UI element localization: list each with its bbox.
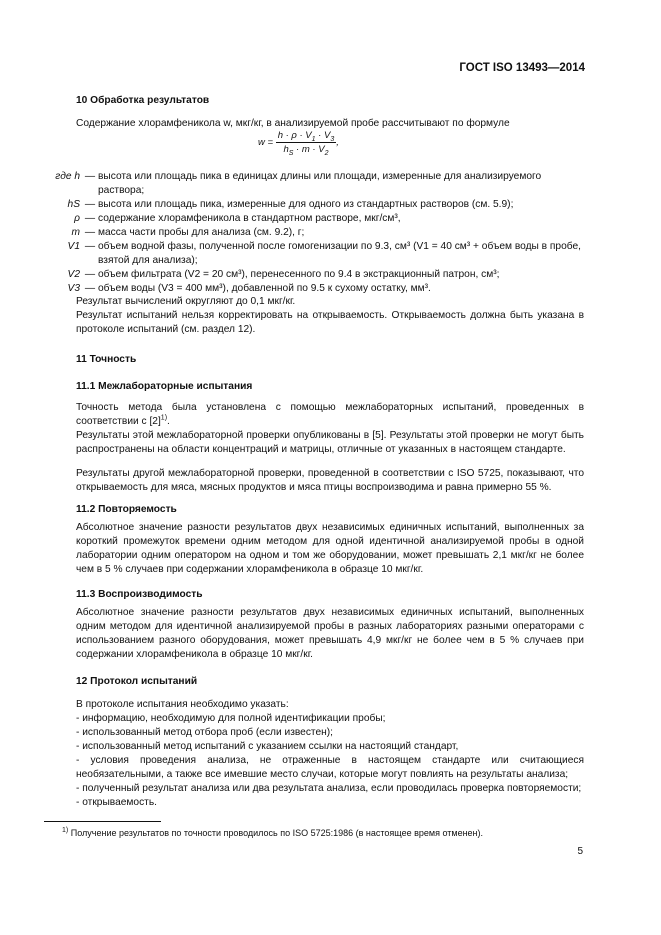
section-11-3-para: Абсолютное значение разности результатов двух независимых единичных испытаний, выполненных одним методом для идентичной анализируемой пробы в разных лабораториях разными операторами с использованием разного оборудования, может превышать 4,9 мкг/кг не более чем в 5 % случаев при содержании хлорамфеникола в образце 10 мкг/кг. — [76, 607, 584, 660]
footnote — [62, 828, 483, 838]
section-12-intro: В протоколе испытания необходимо указать: — [76, 699, 289, 710]
section-11-title: 11 Точность — [76, 354, 137, 365]
section-11-1-para-3: Результаты другой межлабораторной проверки, проведенной в соответствии с ISO 5725, показывают, что открываемость для мяса, мясных продуктов и мяса птицы воспроизводима и равна примерно 55 %. — [76, 468, 584, 493]
definition-text: объем воды (V3 = 400 мм³), добавленной по 9.5 к сухому остатку, мм³. — [98, 283, 431, 294]
definition-symbol: hS — [67, 199, 80, 210]
footnote-ref: 1) — [160, 414, 168, 422]
section-11-1-title: 11.1 Межлабораторные испытания — [76, 381, 253, 392]
definition-text: масса части пробы для анализа (см. 9.2), г; — [98, 227, 305, 238]
formula-numerator: $h \cdot \rho \cdot V_1 \cdot V_3$ — [277, 130, 335, 143]
recovery-note: Результат испытаний нельзя корректировать на открываемость. Открываемость должна быть указана в протоколе испытаний (см. раздел 12). — [76, 310, 584, 335]
section-10-intro: Содержание хлорамфеникола w, мкг/кг, в анализируемой пробе рассчитывают по формуле — [76, 118, 510, 129]
definition-symbol: V2 — [67, 269, 80, 280]
formula — [258, 130, 339, 155]
list-item: - открываемость. — [76, 797, 157, 808]
footnote-mark: 1) — [62, 827, 69, 834]
definition-row: V2 — объем фильтрата (V2 = 20 см³), перенесенного по 9.4 в экстракционный патрон, см³; — [30, 268, 585, 282]
section-12-title: 12 Протокол испытаний — [76, 676, 198, 687]
list-item: - условия проведения анализа, не отраженные в настоящем стандарте или считающиеся необязательными, а также все имевшие место случаи, которые могут повлиять на результаты анализа; — [76, 755, 584, 780]
section-11-2-title: 11.2 Повторяемость — [76, 504, 177, 515]
definition-text: объем водной фазы, полученной после гомогенизации по 9.3, см³ (V1 = 40 см³ + объем воды в пробе, взятой для анализа); — [98, 241, 581, 266]
definition-symbol: V1 — [67, 241, 80, 252]
definition-row: V1 — объем водной фазы, полученной после гомогенизации по 9.3, см³ (V1 = 40 см³ + объем воды в пробе, взятой для анализа); — [30, 240, 585, 268]
formula-fraction — [276, 130, 337, 155]
definitions-list — [30, 170, 585, 296]
definition-row: ρ — содержание хлорамфеникола в стандартном растворе, мкг/см³, — [30, 212, 585, 226]
definition-symbol: m — [71, 227, 80, 238]
page-number: 5 — [577, 846, 583, 857]
definition-text: высота или площадь пика, измеренные для одного из стандартных растворов (см. 5.9); — [98, 199, 514, 210]
definition-row: hS — высота или площадь пика, измеренные для одного из стандартных растворов (см. 5.9); — [30, 198, 585, 212]
section-11-1-para-1: Точность метода была установлена с помощью межлабораторных испытаний, проведенных в соответствии с $[2]^{1)}$. — [76, 402, 584, 427]
definition-symbol: V3 — [67, 283, 80, 294]
section-11-2-para: Абсолютное значение разности результатов двух независимых единичных испытаний, выполненных за короткий промежуток времени одним методом для одной идентичной анализируемой пробы в одной лаборатории одним оператором на одном и том же оборудовании, может превышать 2,1 мкг/кг не более чем в 5 % случаев при содержании хлорамфеникола в образце 10 мкг/кг. — [76, 522, 584, 575]
definition-row: V3 — объем воды (V3 = 400 мм³), добавленной по 9.5 к сухому остатку, мм³. — [30, 282, 585, 296]
list-item: - использованный метод отбора проб (если известен); — [76, 727, 333, 738]
list-item: - использованный метод испытаний с указанием ссылки на настоящий стандарт, — [76, 741, 459, 752]
protocol-items — [76, 712, 584, 810]
formula-comma: , — [336, 137, 339, 149]
definition-symbol: ρ — [74, 213, 80, 224]
definition-row: где h — высота или площадь пика в единицах длины или площади, измеренные для анализируемого раствора; — [30, 170, 585, 198]
definition-text: содержание хлорамфеникола в стандартном растворе, мкг/см³, — [98, 213, 401, 224]
rounding-note: Результат вычислений округляют до 0,1 мкг/кг. — [76, 296, 296, 307]
section-10-title: 10 Обработка результатов — [76, 95, 210, 106]
definition-text: объем фильтрата (V2 = 20 см³), перенесенного по 9.4 в экстракционный патрон, см³; — [98, 269, 500, 280]
footnote-text: Получение результатов по точности проводилось по ISO 5725:1986 (в настоящее время отменен). — [70, 828, 484, 838]
footnote-separator — [44, 821, 161, 822]
list-item: - информацию, необходимую для полной идентификации пробы; — [76, 713, 386, 724]
section-11-1-para-2: Результаты этой межлабораторной проверки опубликованы в [5]. Результаты этой проверки не могут быть распространены на области концентраций и матрицы, отличные от указанных в настоящем стандарте. — [76, 430, 584, 455]
section-11-3-title: 11.3 Воспроизводимость — [76, 589, 203, 600]
definition-symbol: где h — [55, 171, 80, 182]
list-item: - полученный результат анализа или два результата анализа, если проводилась проверка повторяемости; — [76, 783, 582, 794]
definition-text: высота или площадь пика в единицах длины или площади, измеренные для анализируемого раствора; — [98, 171, 542, 196]
formula-lhs: w = — [258, 137, 276, 149]
document-id: ГОСТ ISO 13493—2014 — [459, 62, 585, 74]
formula-denominator: $h_S \cdot m \cdot V_2$ — [283, 144, 329, 157]
definition-row: m — масса части пробы для анализа (см. 9.2), г; — [30, 226, 585, 240]
